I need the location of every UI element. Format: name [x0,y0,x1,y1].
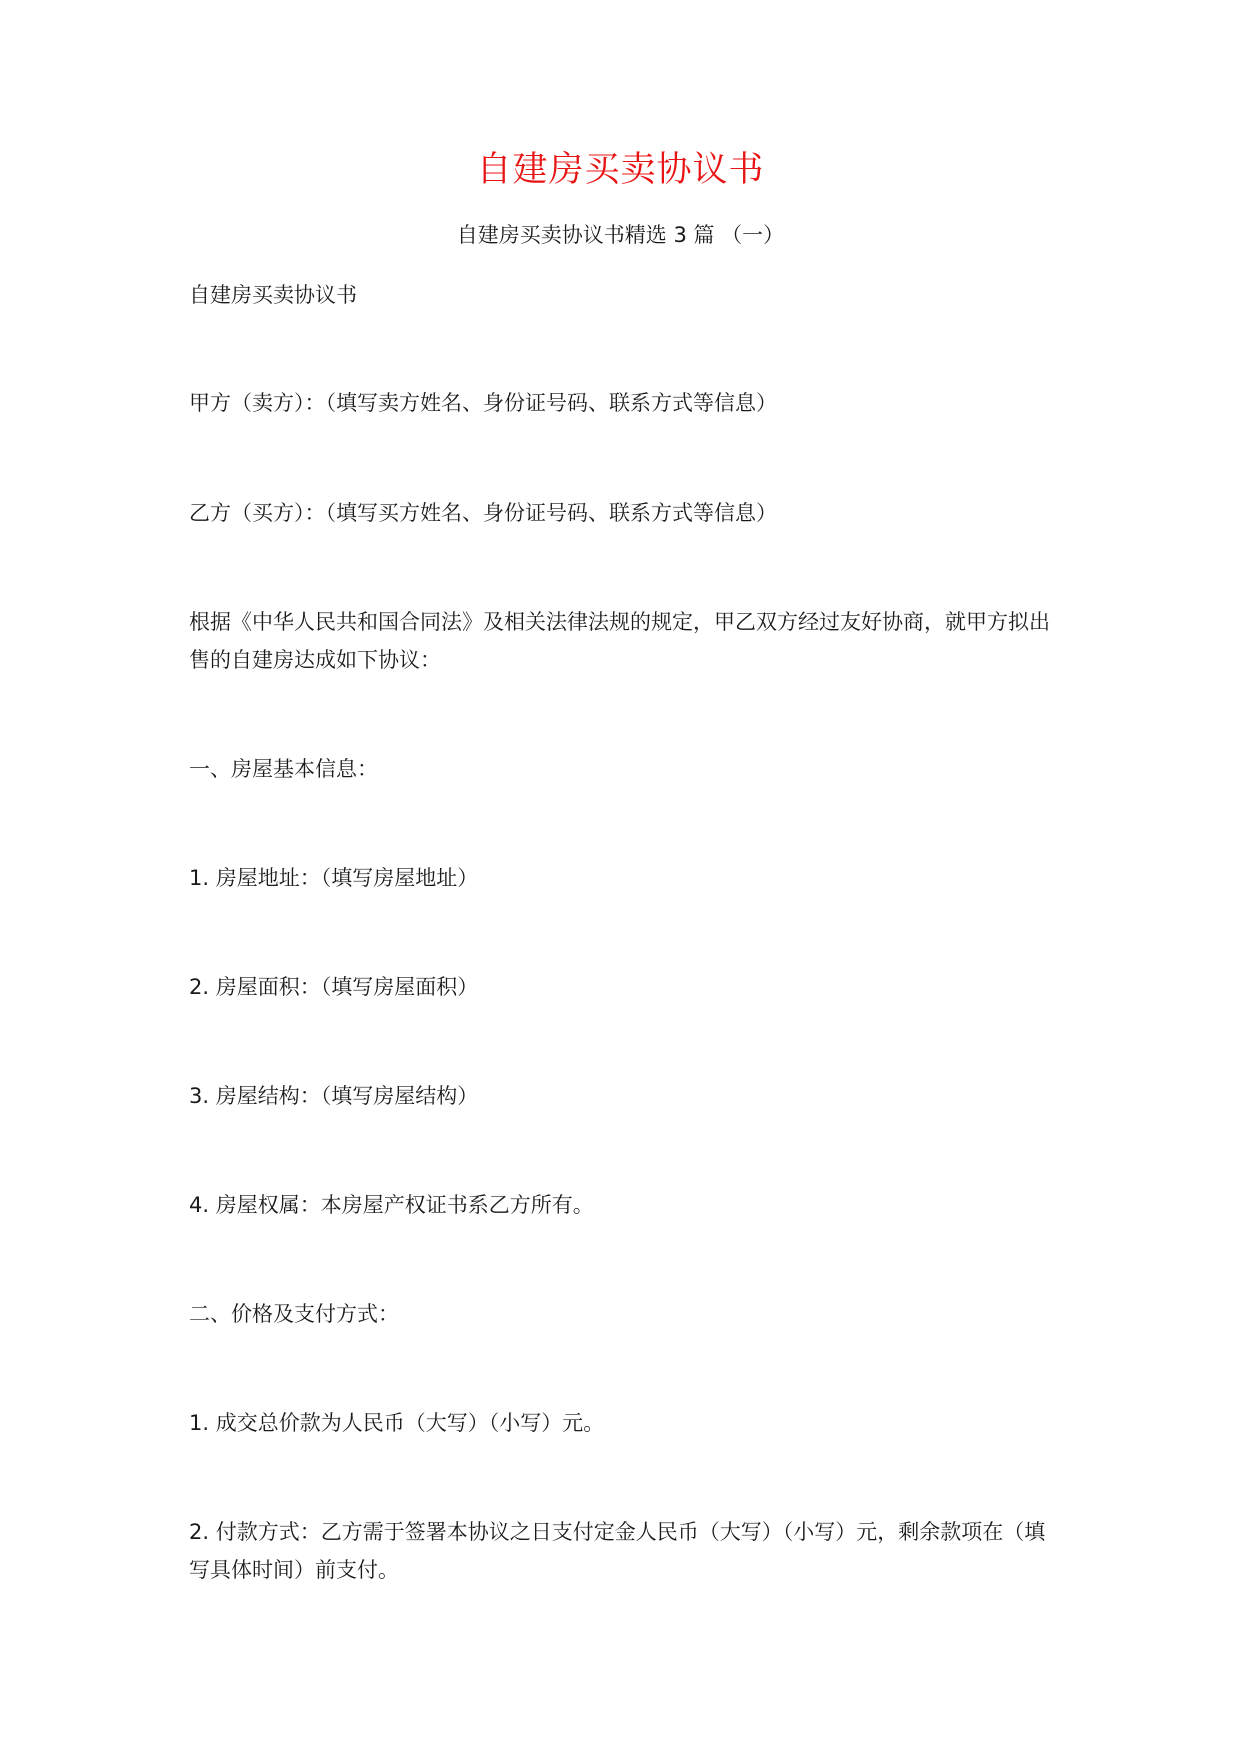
clause-house-area: 2. 房屋面积：（填写房屋面积） [189,975,479,999]
clause-total-price: 1. 成交总价款为人民币（大写）（小写）元。 [189,1411,605,1435]
document-title: 自建房买卖协议书 [476,150,765,190]
section-heading-house-info: 一、房屋基本信息： [189,757,378,781]
clause-house-ownership: 4. 房屋权属：本房屋产权证书系乙方所有。 [189,1193,594,1217]
clause-payment-method: 2. 付款方式：乙方需于签署本协议之日支付定金人民币（大写）（小写）元，剩余款项在（填写具体时间）前支付。 [189,1520,1046,1582]
paragraph-preamble: 根据《中华人民共和国合同法》及相关法律法规的规定，甲乙双方经过友好协商，就甲方拟出售的自建房达成如下协议： [189,610,1050,672]
section-heading-price-payment: 二、价格及支付方式： [189,1302,399,1326]
paragraph-party-a: 甲方（卖方）：（填写卖方姓名、身份证号码、联系方式等信息） [189,391,777,415]
paragraph-heading: 自建房买卖协议书 [189,283,357,307]
document-subtitle: 自建房买卖协议书精选 3 篇 （一） [456,223,785,247]
clause-house-address: 1. 房屋地址：（填写房屋地址） [189,866,479,890]
clause-house-structure: 3. 房屋结构：（填写房屋结构） [189,1084,479,1108]
paragraph-party-b: 乙方（买方）：（填写买方姓名、身份证号码、联系方式等信息） [189,501,777,525]
